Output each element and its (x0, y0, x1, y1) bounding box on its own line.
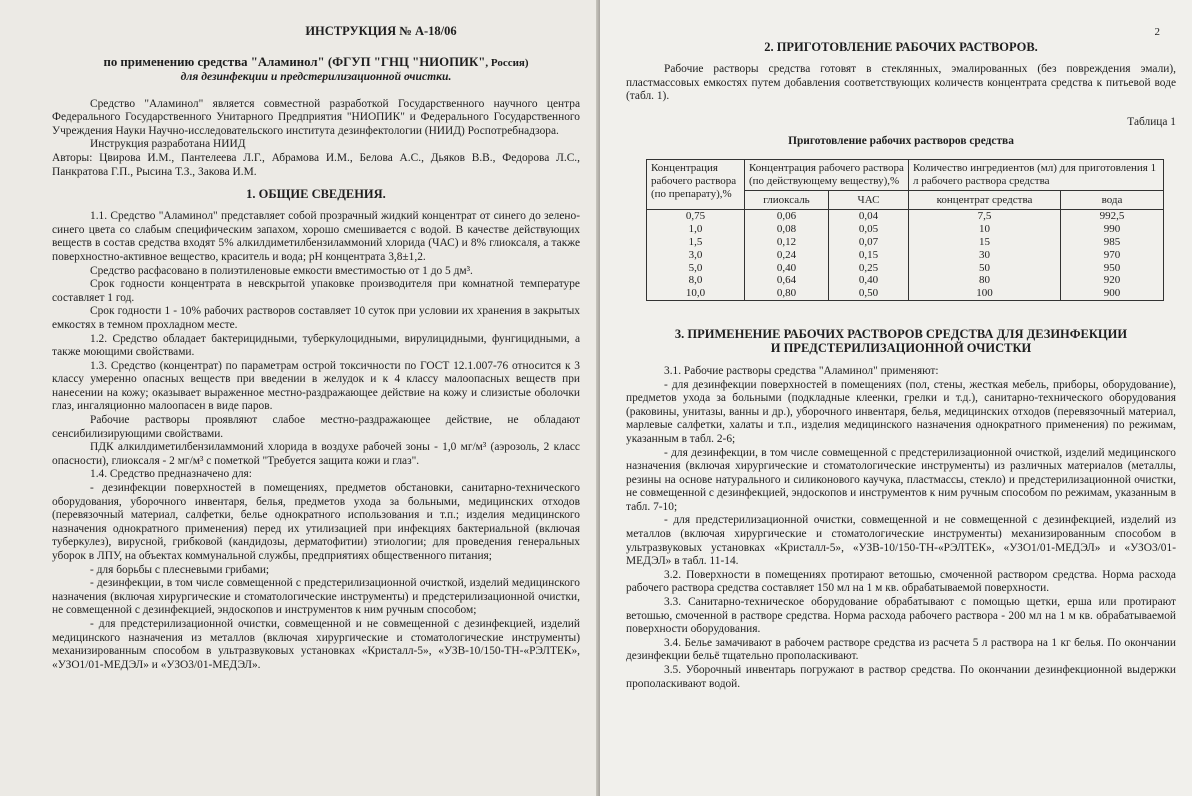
table-cell: 0,64 (745, 274, 829, 287)
list-item: - дезинфекции поверхностей в помещениях, предметов обстановки, санитарно-технического оборудования, уборочного инвентаря, белья, предметов ухода за больными, медицинских отходов (перевязочный материал, салфетки, белье однократного использования и т.п.; изделия медицинского назначения однократного применения) перед их утилизацией при инфекциях бактериальной (включая туберкулез), вирусной, грибковой (кандидозы, дерматофитии) этиологии; для проведения генеральных уборок в ЛПУ, на объектах коммунальной службы, предприятиях общественного питания; (52, 482, 580, 562)
table-cell: 5,0 (647, 262, 745, 275)
list-item: - для дезинфекции поверхностей в помещениях (пол, стены, жесткая мебель, приборы, оборудование), предметов ухода за больными (подкладные клеенки, грелки и т.д.), санитарно-технического оборудования (раковины, унитазы, ванны и др.), уборочного инвентаря, белья, медицинских отходов (перевязочный материал, марлевые салфетки, халаты и т.п., изделия медицинского назначения однократного применения) по режимам, указанным в табл. 2-6; (626, 378, 1176, 445)
paragraph-1-3: 1.3. Средство (концентрат) по параметрам острой токсичности по ГОСТ 12.1.007-76 относится к 3 классу умеренно опасных веществ при введении в желудок и к 4 классу малоопасных веществ при нанесении на кожу; оказывает выраженное местно-раздражающее действие на кожу и слизистые оболочки глаз, ингаляционно малоопасен в виде паров. (52, 359, 580, 413)
paragraph-3-5: 3.5. Уборочный инвентарь погружают в раствор средства. По окончании дезинфекционной выдержки прополаскивают водой. (626, 664, 1176, 690)
paragraph-1-1: 1.1. Средство "Аламинол" представляет собой прозрачный жидкий концентрат от синего до зелено-синего цвета со слабым специфическим запахом, хорошо смешивается с водой. В качестве действующих веществ в состав средства входят 5% алкилдиметилбензиламмоний хлорида (ЧАС) и 8% глиоксаля, а также поверхностно-активное вещество, краситель и вода; рН концентрата 3,8±1,2. (52, 210, 580, 263)
table-cell: 0,80 (745, 287, 829, 300)
table-header-row (647, 159, 1164, 190)
table-row (647, 262, 1164, 275)
table-cell: 0,25 (829, 262, 909, 275)
header-cell: Концентрация рабочего раствора (по препарату),% (647, 159, 745, 209)
subtitle-country: , Россия) (485, 57, 529, 69)
subtitle-main: по применению средства "Аламинол" (ФГУП "ГНЦ "НИОПИК" (103, 55, 486, 69)
page-right (600, 0, 1192, 796)
paragraph-1-2: 1.2. Средство обладает бактерицидными, туберкулоцидными, вирулицидными, фунгицидными, а также моющими свойствами. (52, 332, 580, 359)
table-label: Таблица 1 (1127, 115, 1176, 128)
paragraph-3-2: 3.2. Поверхности в помещениях протирают ветошью, смоченной раствором средства. Норма расхода рабочего раствора средства составляет 150 мл на 1 м кв. обрабатываемой поверхности. (626, 568, 1176, 595)
table-cell: 0,12 (745, 236, 829, 249)
paragraph-1-4: 1.4. Средство предназначено для: (90, 468, 252, 481)
subheader-cell: концентрат средства (909, 190, 1061, 210)
paragraph-shelf-concentrate: Срок годности концентрата в невскрытой упаковке производителя при комнатной температуре составляет 1 год. (52, 278, 580, 304)
table-body (647, 210, 1164, 301)
table-cell: 100 (909, 287, 1061, 300)
table-caption: Приготовление рабочих растворов средства (788, 135, 1014, 148)
list-item: - для борьбы с плесневыми грибами; (90, 563, 270, 576)
table-cell: 990 (1061, 223, 1164, 236)
table-cell: 0,75 (647, 210, 745, 223)
table-cell: 0,40 (745, 262, 829, 275)
instruction-purpose: для дезинфекции и предстерилизационной очистки. (180, 70, 452, 83)
list-item: - дезинфекции, в том числе совмещенной с предстерилизационной очисткой, изделий медицинского назначения (включая хирургические и стоматологические инструменты) и предстерилизационной очистки, не совмещенной с дезинфекцией, эндоскопов и инструментов к ним ручным способом; (52, 577, 580, 617)
table-row (647, 236, 1164, 249)
table-cell: 985 (1061, 236, 1164, 249)
table-row (647, 249, 1164, 262)
paragraph-pdk: ПДК алкилдиметилбензиламмоний хлорида в воздухе рабочей зоны - 1,0 мг/м³ (аэрозоль, 2 класс опасности), глиоксаля - 2 мг/м³ с пометкой "Требуется защита кожи и глаз". (52, 441, 580, 467)
paragraph-packaging: Средство расфасовано в полиэтиленовые емкости вместимостью от 1 до 5 дм³. (90, 264, 473, 277)
paragraph-3-1: 3.1. Рабочие растворы средства "Аламинол" применяют: (664, 364, 939, 377)
table-cell: 0,04 (829, 210, 909, 223)
table-cell: 15 (909, 236, 1061, 249)
table-cell: 0,06 (745, 210, 829, 223)
subheader-cell: ЧАС (829, 190, 909, 210)
table-cell: 900 (1061, 287, 1164, 300)
header-cell: Количество ингредиентов (мл) для приготовления 1 л рабочего раствора средства (909, 159, 1164, 190)
table-cell: 0,07 (829, 236, 909, 249)
list-item: - для предстерилизационной очистки, совмещенной и не совмещенной с дезинфекцией, изделий медицинского назначения из металлов (включая хирургические и стоматологические инструменты) механизированным способом в ультразвуковых установках «Кристалл-5», «УЗВ-10/150-ТН-«РЭЛТЕК», «УЗО1/01-МЕДЭЛ» и «УЗО3/01-МЕДЭЛ». (52, 617, 580, 671)
paragraph-2: Рабочие растворы средства готовят в стеклянных, эмалированных (без повреждения эмали), пластмассовых емкостях путем добавления соответствующих количеств концентрата средства к питьевой воде (табл. 1). (626, 63, 1176, 103)
subheader-cell: глиоксаль (745, 190, 829, 210)
list-item: - для дезинфекции, в том числе совмещенной с предстерилизационной очисткой, изделий медицинского назначения (включая хирургические и стоматологические инструменты) из различных материалов (металлы, резины на основе натурального и силиконового каучука, пластмассы, стекло) и предстерилизационной очистки, не совмещенной с дезинфекцией, эндоскопов и инструментов к ним ручным способом по режимам, указанным в табл. 7-10; (626, 446, 1176, 513)
section-3-heading (626, 327, 1176, 355)
table-cell: 0,24 (745, 249, 829, 262)
table-row (647, 287, 1164, 300)
table-cell: 0,08 (745, 223, 829, 236)
page-number: 2 (1154, 26, 1160, 38)
table-cell: 30 (909, 249, 1061, 262)
table-cell: 7,5 (909, 210, 1061, 223)
table-cell: 920 (1061, 274, 1164, 287)
paragraph-shelf-working: Срок годности 1 - 10% рабочих растворов составляет 10 суток при условии их хранения в закрытых емкостях в темном прохладном месте. (52, 305, 580, 331)
intro-authors: Авторы: Цвирова И.М., Пантелеева Л.Г., Абрамова И.М., Белова А.С., Дьяков В.В., Федорова Л.С., Панкратова Г.П., Рысина Т.З., Закова И.М. (52, 151, 580, 178)
section-3-heading-line1: 3. ПРИМЕНЕНИЕ РАБОЧИХ РАСТВОРОВ СРЕДСТВА ДЛЯ ДЕЗИНФЕКЦИИ (674, 326, 1128, 341)
table-cell: 8,0 (647, 274, 745, 287)
paragraph-3-4: 3.4. Белье замачивают в рабочем растворе средства из расчета 5 л раствора на 1 кг белья. По окончании дезинфекции бельё тщательно прополаскивают. (626, 636, 1176, 663)
intro-paragraph: Инструкция разработана НИИД (90, 138, 246, 151)
table-row (647, 210, 1164, 223)
table-cell: 0,15 (829, 249, 909, 262)
list-item: - для предстерилизационной очистки, совмещенной и не совмещенной с дезинфекцией, изделий из металлов (включая хирургические и стоматологические инструменты) механизированным способом в ультразвуковых установках «Кристалл-5», «УЗВ-10/150-ТН-«РЭЛТЕК», «УЗО1/01-МЕДЭЛ» и «УЗО3/01-МЕДЭЛ» в табл. 11-14. (626, 514, 1176, 568)
table-cell: 970 (1061, 249, 1164, 262)
table-cell: 1,0 (647, 223, 745, 236)
table-cell: 0,40 (829, 274, 909, 287)
table-cell: 950 (1061, 262, 1164, 275)
table-cell: 992,5 (1061, 210, 1164, 223)
table-cell: 10 (909, 223, 1061, 236)
table-row (647, 274, 1164, 287)
paragraph-3-3: 3.3. Санитарно-техническое оборудование обрабатывают с помощью щетки, ерша или протирают ветошью, смоченной в растворе средства. Норма расхода рабочего раствора - 200 мл на 1 м кв. обрабатываемой поверхности оборудования. (626, 596, 1176, 636)
section-1-heading: 1. ОБЩИЕ СВЕДЕНИЯ. (246, 187, 386, 202)
section-2-heading: 2. ПРИГОТОВЛЕНИЕ РАБОЧИХ РАСТВОРОВ. (764, 40, 1038, 54)
intro-paragraph: Средство "Аламинол" является совместной разработкой Государственного научного центра Федерального Государственного Унитарного Предприятия "НИОПИК" и Федерального Государственного Учреждения Науки Научно-исследовательского института дезинфектологии (НИИД) Роспотребнадзора. (52, 97, 580, 137)
table-cell: 0,05 (829, 223, 909, 236)
table-cell: 80 (909, 274, 1061, 287)
table-cell: 1,5 (647, 236, 745, 249)
paragraph-irritant: Рабочие растворы проявляют слабое местно-раздражающее действие, не обладают сенсибилизирующими свойствами. (52, 414, 580, 440)
table-cell: 50 (909, 262, 1061, 275)
instruction-subtitle (52, 55, 580, 70)
instruction-title: ИНСТРУКЦИЯ № А-18/06 (305, 24, 457, 38)
section-3-heading-line2: И ПРЕДСТЕРИЛИЗАЦИОННОЙ ОЧИСТКИ (770, 340, 1032, 355)
table-cell: 3,0 (647, 249, 745, 262)
table-row (647, 223, 1164, 236)
preparation-table (646, 159, 1164, 301)
table-cell: 10,0 (647, 287, 745, 300)
table-cell: 0,50 (829, 287, 909, 300)
header-cell: Концентрация рабочего раствора (по действующему веществу),% (745, 159, 909, 190)
subheader-cell: вода (1061, 190, 1164, 210)
